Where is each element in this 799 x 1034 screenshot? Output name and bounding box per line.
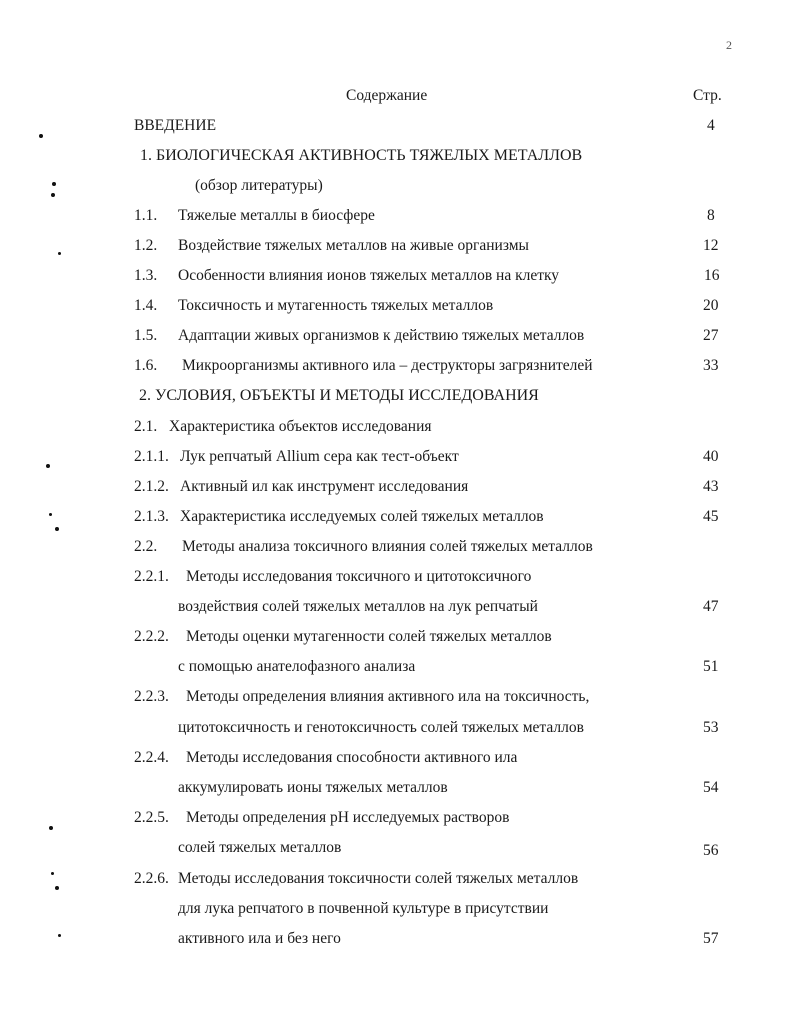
toc-entry-number: 2.1.3. xyxy=(134,508,169,525)
scan-speck xyxy=(51,193,55,197)
scan-speck xyxy=(55,886,59,890)
toc-entry-number: 2.1.2. xyxy=(134,478,169,495)
toc-entry-number: 2.2.6. xyxy=(134,870,169,887)
toc-entry-number: 2.2.1. xyxy=(134,568,169,585)
scan-speck xyxy=(52,182,56,186)
toc-entry-text-continued: цитотоксичность и генотоксичность солей тяжелых металлов xyxy=(178,719,584,736)
toc-entry-number: 2.1.1. xyxy=(134,448,169,465)
toc-entry-number: 2.2. xyxy=(134,538,158,555)
toc-entry-text: Токсичность и мутагенность тяжелых металлов xyxy=(178,297,494,314)
toc-entry-text: Характеристика исследуемых солей тяжелых металлов xyxy=(180,508,544,525)
toc-entry-page: 47 xyxy=(703,598,719,615)
toc-entry-text: Воздействие тяжелых металлов на живые организмы xyxy=(178,237,529,254)
toc-entry-text-continued: аккумулировать ионы тяжелых металлов xyxy=(178,779,448,796)
toc-entry-page: 43 xyxy=(703,478,719,495)
toc-entry-page: 27 xyxy=(703,327,719,344)
toc-entry-text: Методы анализа токсичного влияния солей тяжелых металлов xyxy=(182,538,593,555)
toc-entry-number: 1.5. xyxy=(134,327,158,344)
toc-entry-text-continued: для лука репчатого в почвенной культуре в присутствии xyxy=(178,900,549,917)
scan-speck xyxy=(46,464,50,468)
toc-entry-number: 1.2. xyxy=(134,237,158,254)
toc-entry-text-continued: воздействия солей тяжелых металлов на лук репчатый xyxy=(178,598,538,615)
toc-entry-number: 2.2.3. xyxy=(134,688,169,705)
toc-chapter-heading: 1. БИОЛОГИЧЕСКАЯ АКТИВНОСТЬ ТЯЖЕЛЫХ МЕТАЛЛОВ xyxy=(140,147,583,164)
toc-entry-text: Лук репчатый Allium сера как тест-объект xyxy=(180,448,459,465)
toc-entry-text-continued: с помощью анателофазного анализа xyxy=(178,658,416,675)
toc-entry-text: Тяжелые металлы в биосфере xyxy=(178,207,375,224)
toc-entry-page: 33 xyxy=(703,357,719,374)
toc-entry-text: Методы определения влияния активного ила на токсичность, xyxy=(186,688,590,705)
scan-speck xyxy=(58,252,61,255)
toc-entry-text: Активный ил как инструмент исследования xyxy=(180,478,469,495)
toc-entry-text-continued: активного ила и без него xyxy=(178,930,341,947)
toc-entry-page: 20 xyxy=(703,297,719,314)
toc-entry-number: 1.1. xyxy=(134,207,158,224)
toc-entry-text: Адаптации живых организмов к действию тяжелых металлов xyxy=(178,327,585,344)
toc-entry-text: Методы оценки мутагенности солей тяжелых металлов xyxy=(186,628,552,645)
toc-entry-page: 12 xyxy=(703,237,719,254)
toc-entry-number: 2.2.2. xyxy=(134,628,169,645)
toc-entry-page: 4 xyxy=(707,117,715,134)
toc-entry-number: 2.2.4. xyxy=(134,749,169,766)
toc-entry-page: 8 xyxy=(707,207,715,224)
toc-entry-page: 40 xyxy=(703,448,719,465)
toc-entry-text: ВВЕДЕНИЕ xyxy=(134,117,217,134)
toc-entry-text: Характеристика объектов исследования xyxy=(169,418,432,435)
toc-entry-number: 2.2.5. xyxy=(134,809,169,826)
toc-entry-number: 1.3. xyxy=(134,267,158,284)
toc-entry-page: 51 xyxy=(703,658,719,675)
toc-entry-text-continued: солей тяжелых металлов xyxy=(178,839,342,856)
toc-entry-number: 2.1. xyxy=(134,418,158,435)
toc-entry-text: Микроорганизмы активного ила – деструкторы загрязнителей xyxy=(182,357,593,374)
toc-entry-text: Методы исследования способности активного ила xyxy=(186,749,518,766)
toc-entry-number: 1.4. xyxy=(134,297,158,314)
scan-speck xyxy=(55,527,59,531)
toc-entry-text: Методы исследования токсичности солей тяжелых металлов xyxy=(178,870,579,887)
scan-speck xyxy=(49,513,52,516)
toc-entry-text: Методы исследования токсичного и цитотоксичного xyxy=(186,568,532,585)
scan-speck xyxy=(49,826,53,830)
toc-entry-page: 54 xyxy=(703,779,719,796)
toc-entry-page: 56 xyxy=(703,842,719,859)
toc-chapter-heading: 2. УСЛОВИЯ, ОБЪЕКТЫ И МЕТОДЫ ИССЛЕДОВАНИЯ xyxy=(139,387,539,404)
toc-entry-page: 53 xyxy=(703,719,719,736)
toc-entry-text: Особенности влияния ионов тяжелых металлов на клетку xyxy=(178,267,560,284)
scan-speck xyxy=(51,872,54,875)
toc-entry-text: (обзор литературы) xyxy=(195,177,323,194)
page-number: 2 xyxy=(726,38,732,52)
toc-title: Содержание xyxy=(346,87,428,104)
toc-entry-text: Методы определения pH исследуемых растворов xyxy=(186,809,510,826)
scan-speck xyxy=(58,934,61,937)
toc-entry-page: 57 xyxy=(703,930,719,947)
page-column-header: Стр. xyxy=(693,87,722,104)
toc-entry-page: 16 xyxy=(704,267,720,284)
toc-entry-page: 45 xyxy=(703,508,719,525)
scan-speck xyxy=(39,134,43,138)
toc-entry-number: 1.6. xyxy=(134,357,158,374)
